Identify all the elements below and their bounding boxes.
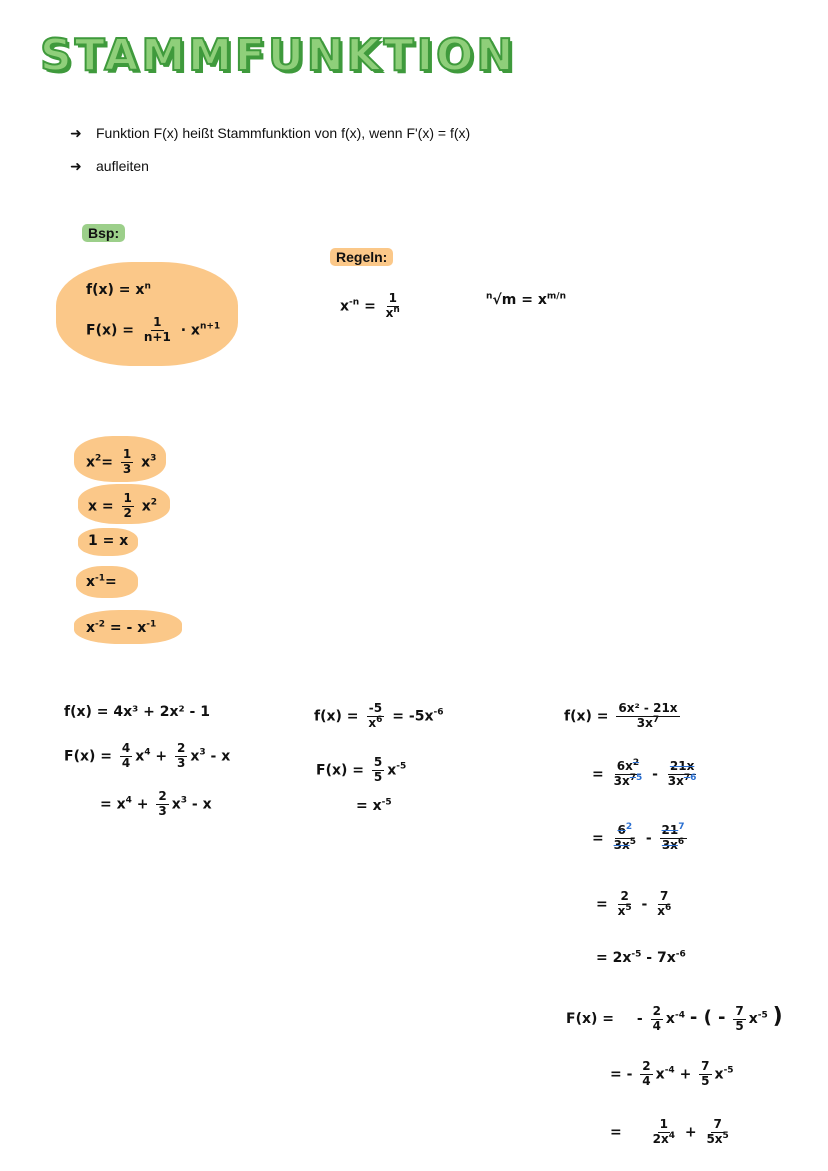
rule-f-line: $f(x) = x^n$ (86, 281, 151, 298)
calc2-f: f(x) = $\frac{-5}{x^6}$ = $-5x^{-6}$ (314, 701, 444, 730)
fraction: $\frac{1}{x^n}$ (385, 291, 400, 320)
fraction: $\frac{6x^2}{3x^{75}}$ (613, 758, 643, 788)
rule-negative-exponent: $x^{-n}$ = $\frac{1}{x^n}$ (340, 291, 400, 320)
arrow-right-icon: ➜ (70, 158, 82, 174)
fraction: $\frac{4}{4}$ (121, 741, 131, 770)
fraction: $\frac{6^2}{3x^5}$ (613, 822, 636, 852)
fraction: $\frac{7}{5x^5}$ (706, 1117, 729, 1146)
calc3-line4: = $\frac{2}{x^5}$ - $\frac{7}{x^6}$ (596, 889, 672, 918)
example-2: x = $\frac{1}{2}$ $x^2$ (88, 491, 158, 520)
page-title: STAMMFUNKTION (40, 30, 517, 81)
example-label: Bsp: (82, 224, 125, 242)
bullet-aufleiten (70, 158, 149, 175)
calc3-F: F(x) = - $\frac{2}{4}$ $x^{-4}$ - ( - $\frac{7}{5}$ $x^{-5}$ ) (566, 1003, 783, 1033)
fraction: $\frac{\text{6x² - 21x}}{3x^7}$ (618, 701, 678, 730)
example-3: 1 = x (88, 533, 129, 549)
calc2-result: = $x^{-5}$ (356, 797, 392, 814)
fraction: $\frac{2}{4}$ (652, 1003, 661, 1033)
bullet-text: Funktion F(x) heißt Stammfunktion von f(x), wenn F'(x) = f(x) (96, 125, 471, 141)
bullet-text: aufleiten (96, 158, 149, 174)
fraction: $\frac{2}{3}$ (177, 741, 186, 770)
fraction: $\frac{1}{n+1}$ (143, 315, 171, 344)
fraction: $\frac{1}{2}$ (123, 491, 132, 520)
calc3-line2: = $\frac{6x^2}{3x^{75}}$ - $\frac{21x}{3x^{76}}$ (592, 758, 697, 788)
bullet-definition (70, 125, 470, 142)
highlight-blob (56, 262, 238, 366)
fraction: $\frac{2}{x^5}$ (617, 889, 632, 918)
calc3-F3: = $\frac{1}{2x^4}$ + $\frac{7}{5x^5}$ (610, 1117, 729, 1146)
calc2-F: F(x) = $\frac{5}{5}$ $x^{-5}$ (316, 755, 407, 784)
fraction: $\frac{2}{3}$ (158, 789, 167, 818)
calc3-line5: = $2x^{-5} - 7x^{-6}$ (596, 949, 686, 966)
calc1-F: F(x) = $\frac{4}{4}$ $x^4$ + $\frac{2}{3}$ $x^3$ - x (64, 741, 231, 770)
calc1-f: f(x) = 4x³ + 2x² - 1 (64, 704, 210, 720)
example-1: $x^2=$ $\frac{1}{3}$ $x^3$ (86, 447, 157, 476)
example-4: $x^{-1}=$ (86, 573, 117, 590)
fraction: $\frac{1}{3}$ (122, 447, 132, 476)
fraction: $\frac{1}{2x^4}$ (652, 1117, 675, 1146)
fraction: $\frac{7}{5}$ (701, 1059, 710, 1088)
fraction: $\frac{5}{5}$ (373, 755, 383, 784)
fraction: $\frac{7}{5}$ (735, 1003, 744, 1033)
calc3-line3: = $\frac{6^2}{3x^5}$ - $\frac{21^7}{3x^6}$ (592, 822, 685, 852)
fraction: $\frac{-5}{x^6}$ (368, 701, 383, 730)
fraction: $\frac{21^7}{3x^6}$ (661, 822, 685, 852)
fraction: $\frac{2}{4}$ (642, 1059, 651, 1088)
arrow-right-icon: ➜ (70, 125, 82, 141)
calc3-F2: = - $\frac{2}{4}$ $x^{-4}$ + $\frac{7}{5}$ $x^{-5}$ (610, 1059, 734, 1088)
fraction: $\frac{21x}{3x^{76}}$ (667, 759, 697, 788)
rule-root: $^n√m = x^{m/n}$ (486, 291, 566, 308)
fraction: $\frac{7}{x^6}$ (657, 889, 672, 918)
rule-F-line: F(x) = $\frac{1}{n+1}$ · $x^{n+1}$ (86, 315, 221, 344)
calc3-f: f(x) = $\frac{\text{6x² - 21x}}{3x^7}$ (564, 701, 678, 730)
example-5: $x^{-2}$ = - $x^{-1}$ (86, 619, 157, 636)
rules-label: Regeln: (330, 248, 393, 266)
calc1-result: = $x^4$ + $\frac{2}{3}$ $x^3$ - x (100, 789, 212, 818)
